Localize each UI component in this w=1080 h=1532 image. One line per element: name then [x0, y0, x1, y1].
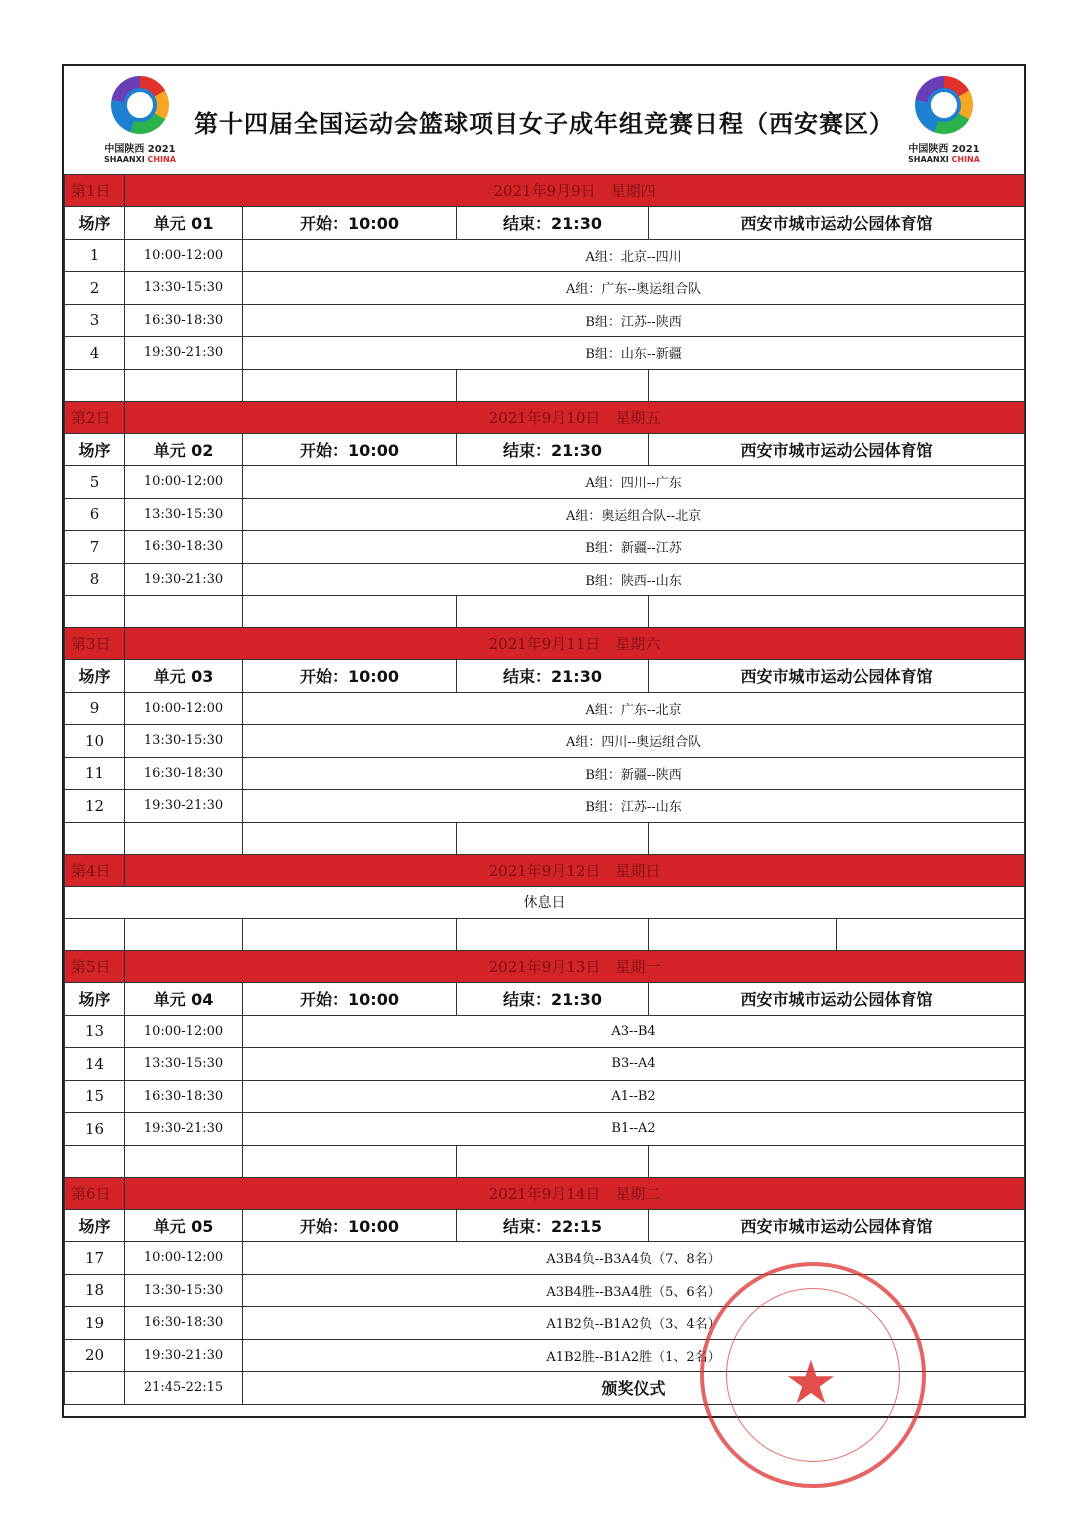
blank-cell	[837, 919, 1025, 951]
game-time: 19:30-21:30	[125, 563, 243, 596]
start-time: 开始：10:00	[243, 433, 457, 466]
game-row	[65, 1242, 1025, 1275]
game-row	[65, 304, 1025, 337]
game-number: 2	[65, 272, 125, 305]
game-row	[65, 337, 1025, 370]
game-row	[65, 531, 1025, 564]
game-number: 10	[65, 725, 125, 758]
game-matchup: B3--A4	[243, 1048, 1025, 1081]
game-number: 8	[65, 563, 125, 596]
game-matchup: A3B4负--B3A4负（7、8名）	[243, 1242, 1025, 1275]
rest-row	[65, 886, 1025, 919]
unit-row	[65, 983, 1025, 1016]
blank-cell	[243, 369, 457, 401]
venue: 西安市城市运动公园体育馆	[649, 660, 1025, 693]
end-time: 结束：21:30	[457, 660, 649, 693]
blank-row	[65, 919, 1025, 951]
blank-cell	[65, 1372, 125, 1405]
end-time: 结束：22:15	[457, 1209, 649, 1242]
day-date: 2021年9月10日 星期五	[125, 401, 1025, 433]
game-row	[65, 1274, 1025, 1307]
game-matchup: A组：广东--奥运组合队	[243, 272, 1025, 305]
blank-cell	[649, 1145, 1025, 1177]
blank-row	[65, 369, 1025, 401]
game-time: 10:00-12:00	[125, 692, 243, 725]
game-number: 6	[65, 498, 125, 531]
unit-row	[65, 660, 1025, 693]
blank-cell	[649, 369, 1025, 401]
game-row	[65, 563, 1025, 596]
seq-header: 场序	[65, 983, 125, 1016]
blank-cell	[125, 596, 243, 628]
unit-label: 单元 02	[125, 433, 243, 466]
game-matchup: A组：北京--四川	[243, 239, 1025, 272]
game-time: 13:30-15:30	[125, 272, 243, 305]
seq-header: 场序	[65, 660, 125, 693]
day-label: 第4日	[65, 854, 125, 886]
blank-cell	[65, 1145, 125, 1177]
game-row	[65, 1080, 1025, 1113]
star-icon: ★	[784, 1348, 838, 1418]
day-header-row	[65, 628, 1025, 660]
game-time: 16:30-18:30	[125, 1080, 243, 1113]
blank-cell	[457, 1145, 649, 1177]
end-time: 结束：21:30	[457, 207, 649, 240]
day-label: 第3日	[65, 628, 125, 660]
ceremony-text: 颁奖仪式	[243, 1372, 1025, 1405]
blank-cell	[457, 596, 649, 628]
day-date: 2021年9月12日 星期日	[125, 854, 1025, 886]
game-number: 15	[65, 1080, 125, 1113]
rest-day-text: 休息日	[65, 886, 1025, 919]
game-row	[65, 1339, 1025, 1372]
game-time: 19:30-21:30	[125, 337, 243, 370]
blank-cell	[125, 1145, 243, 1177]
day-date: 2021年9月11日 星期六	[125, 628, 1025, 660]
day-header-row	[65, 951, 1025, 983]
games-emblem-icon	[111, 76, 169, 134]
game-number: 1	[65, 239, 125, 272]
day-header-row	[65, 175, 1025, 207]
game-matchup: A1B2胜--B1A2胜（1、2名）	[243, 1339, 1025, 1372]
unit-row	[65, 207, 1025, 240]
blank-cell	[243, 822, 457, 854]
game-number: 18	[65, 1274, 125, 1307]
unit-label: 单元 01	[125, 207, 243, 240]
game-number: 19	[65, 1307, 125, 1340]
day-date: 2021年9月9日 星期四	[125, 175, 1025, 207]
game-matchup: B组：山东--新疆	[243, 337, 1025, 370]
day-label: 第6日	[65, 1177, 125, 1209]
game-time: 19:30-21:30	[125, 790, 243, 823]
game-row	[65, 1307, 1025, 1340]
unit-label: 单元 05	[125, 1209, 243, 1242]
seq-header: 场序	[65, 207, 125, 240]
blank-cell	[243, 1145, 457, 1177]
game-time: 10:00-12:00	[125, 1015, 243, 1048]
logo-subcaption: SHAANXI CHINA	[908, 155, 980, 164]
game-number: 3	[65, 304, 125, 337]
game-row	[65, 757, 1025, 790]
games-logo-left	[102, 76, 178, 164]
blank-cell	[457, 822, 649, 854]
game-time: 19:30-21:30	[125, 1339, 243, 1372]
game-number: 12	[65, 790, 125, 823]
logo-caption: 中国陕西 2021	[104, 144, 176, 155]
game-time: 19:30-21:30	[125, 1113, 243, 1146]
game-matchup: B组：陕西--山东	[243, 563, 1025, 596]
blank-cell	[125, 369, 243, 401]
blank-row	[65, 596, 1025, 628]
unit-row	[65, 1209, 1025, 1242]
blank-cell	[65, 369, 125, 401]
game-matchup: A组：四川--广东	[243, 466, 1025, 499]
game-number: 16	[65, 1113, 125, 1146]
day-label: 第5日	[65, 951, 125, 983]
blank-cell	[243, 919, 457, 951]
game-matchup: A组：奥运组合队--北京	[243, 498, 1025, 531]
blank-cell	[125, 919, 243, 951]
start-time: 开始：10:00	[243, 660, 457, 693]
games-emblem-icon	[915, 76, 973, 134]
day-header-row	[65, 1177, 1025, 1209]
document-title: 第十四届全国运动会篮球项目女子成年组竞赛日程（西安赛区）	[194, 110, 894, 138]
blank-cell	[65, 919, 125, 951]
ceremony-time: 21:45-22:15	[125, 1372, 243, 1405]
game-matchup: A1B2负--B1A2负（3、4名）	[243, 1307, 1025, 1340]
start-time: 开始：10:00	[243, 1209, 457, 1242]
game-number: 20	[65, 1339, 125, 1372]
blank-row	[65, 822, 1025, 854]
day-header-row	[65, 854, 1025, 886]
document-header	[64, 66, 1024, 174]
game-number: 4	[65, 337, 125, 370]
game-row	[65, 498, 1025, 531]
game-time: 10:00-12:00	[125, 466, 243, 499]
blank-cell	[65, 596, 125, 628]
schedule-table	[64, 174, 1025, 1405]
venue: 西安市城市运动公园体育馆	[649, 983, 1025, 1016]
game-matchup: A3B4胜--B3A4胜（5、6名）	[243, 1274, 1025, 1307]
day-header-row	[65, 401, 1025, 433]
ceremony-row	[65, 1372, 1025, 1405]
blank-cell	[649, 596, 1025, 628]
game-time: 13:30-15:30	[125, 1048, 243, 1081]
game-time: 16:30-18:30	[125, 304, 243, 337]
blank-cell	[457, 369, 649, 401]
venue: 西安市城市运动公园体育馆	[649, 433, 1025, 466]
end-time: 结束：21:30	[457, 983, 649, 1016]
game-time: 13:30-15:30	[125, 498, 243, 531]
game-number: 9	[65, 692, 125, 725]
game-time: 16:30-18:30	[125, 531, 243, 564]
blank-cell	[457, 919, 649, 951]
day-date: 2021年9月13日 星期一	[125, 951, 1025, 983]
game-row	[65, 725, 1025, 758]
games-logo-right	[906, 76, 982, 164]
game-time: 10:00-12:00	[125, 1242, 243, 1275]
blank-cell	[125, 822, 243, 854]
game-number: 17	[65, 1242, 125, 1275]
game-matchup: B1--A2	[243, 1113, 1025, 1146]
game-matchup: B组：新疆--陕西	[243, 757, 1025, 790]
logo-caption: 中国陕西 2021	[908, 144, 980, 155]
game-matchup: A1--B2	[243, 1080, 1025, 1113]
game-time: 13:30-15:30	[125, 725, 243, 758]
unit-row	[65, 433, 1025, 466]
seq-header: 场序	[65, 433, 125, 466]
game-number: 11	[65, 757, 125, 790]
blank-cell	[649, 919, 837, 951]
game-row	[65, 1015, 1025, 1048]
blank-cell	[65, 822, 125, 854]
game-row	[65, 692, 1025, 725]
game-matchup: B组：新疆--江苏	[243, 531, 1025, 564]
game-number: 7	[65, 531, 125, 564]
game-number: 14	[65, 1048, 125, 1081]
schedule-sheet	[62, 64, 1026, 1418]
blank-cell	[649, 822, 1025, 854]
game-time: 16:30-18:30	[125, 757, 243, 790]
day-label: 第2日	[65, 401, 125, 433]
venue: 西安市城市运动公园体育馆	[649, 207, 1025, 240]
game-row	[65, 1113, 1025, 1146]
game-number: 13	[65, 1015, 125, 1048]
start-time: 开始：10:00	[243, 207, 457, 240]
unit-label: 单元 04	[125, 983, 243, 1016]
start-time: 开始：10:00	[243, 983, 457, 1016]
game-time: 16:30-18:30	[125, 1307, 243, 1340]
game-time: 13:30-15:30	[125, 1274, 243, 1307]
day-date: 2021年9月14日 星期二	[125, 1177, 1025, 1209]
game-row	[65, 272, 1025, 305]
game-time: 10:00-12:00	[125, 239, 243, 272]
end-time: 结束：21:30	[457, 433, 649, 466]
game-matchup: A3--B4	[243, 1015, 1025, 1048]
blank-cell	[243, 596, 457, 628]
venue: 西安市城市运动公园体育馆	[649, 1209, 1025, 1242]
game-row	[65, 1048, 1025, 1081]
game-row	[65, 466, 1025, 499]
unit-label: 单元 03	[125, 660, 243, 693]
game-number: 5	[65, 466, 125, 499]
game-matchup: B组：江苏--山东	[243, 790, 1025, 823]
game-matchup: B组：江苏--陕西	[243, 304, 1025, 337]
game-row	[65, 239, 1025, 272]
seq-header: 场序	[65, 1209, 125, 1242]
game-row	[65, 790, 1025, 823]
logo-subcaption: SHAANXI CHINA	[104, 155, 176, 164]
game-matchup: A组：四川--奥运组合队	[243, 725, 1025, 758]
day-label: 第1日	[65, 175, 125, 207]
blank-row	[65, 1145, 1025, 1177]
game-matchup: A组：广东--北京	[243, 692, 1025, 725]
